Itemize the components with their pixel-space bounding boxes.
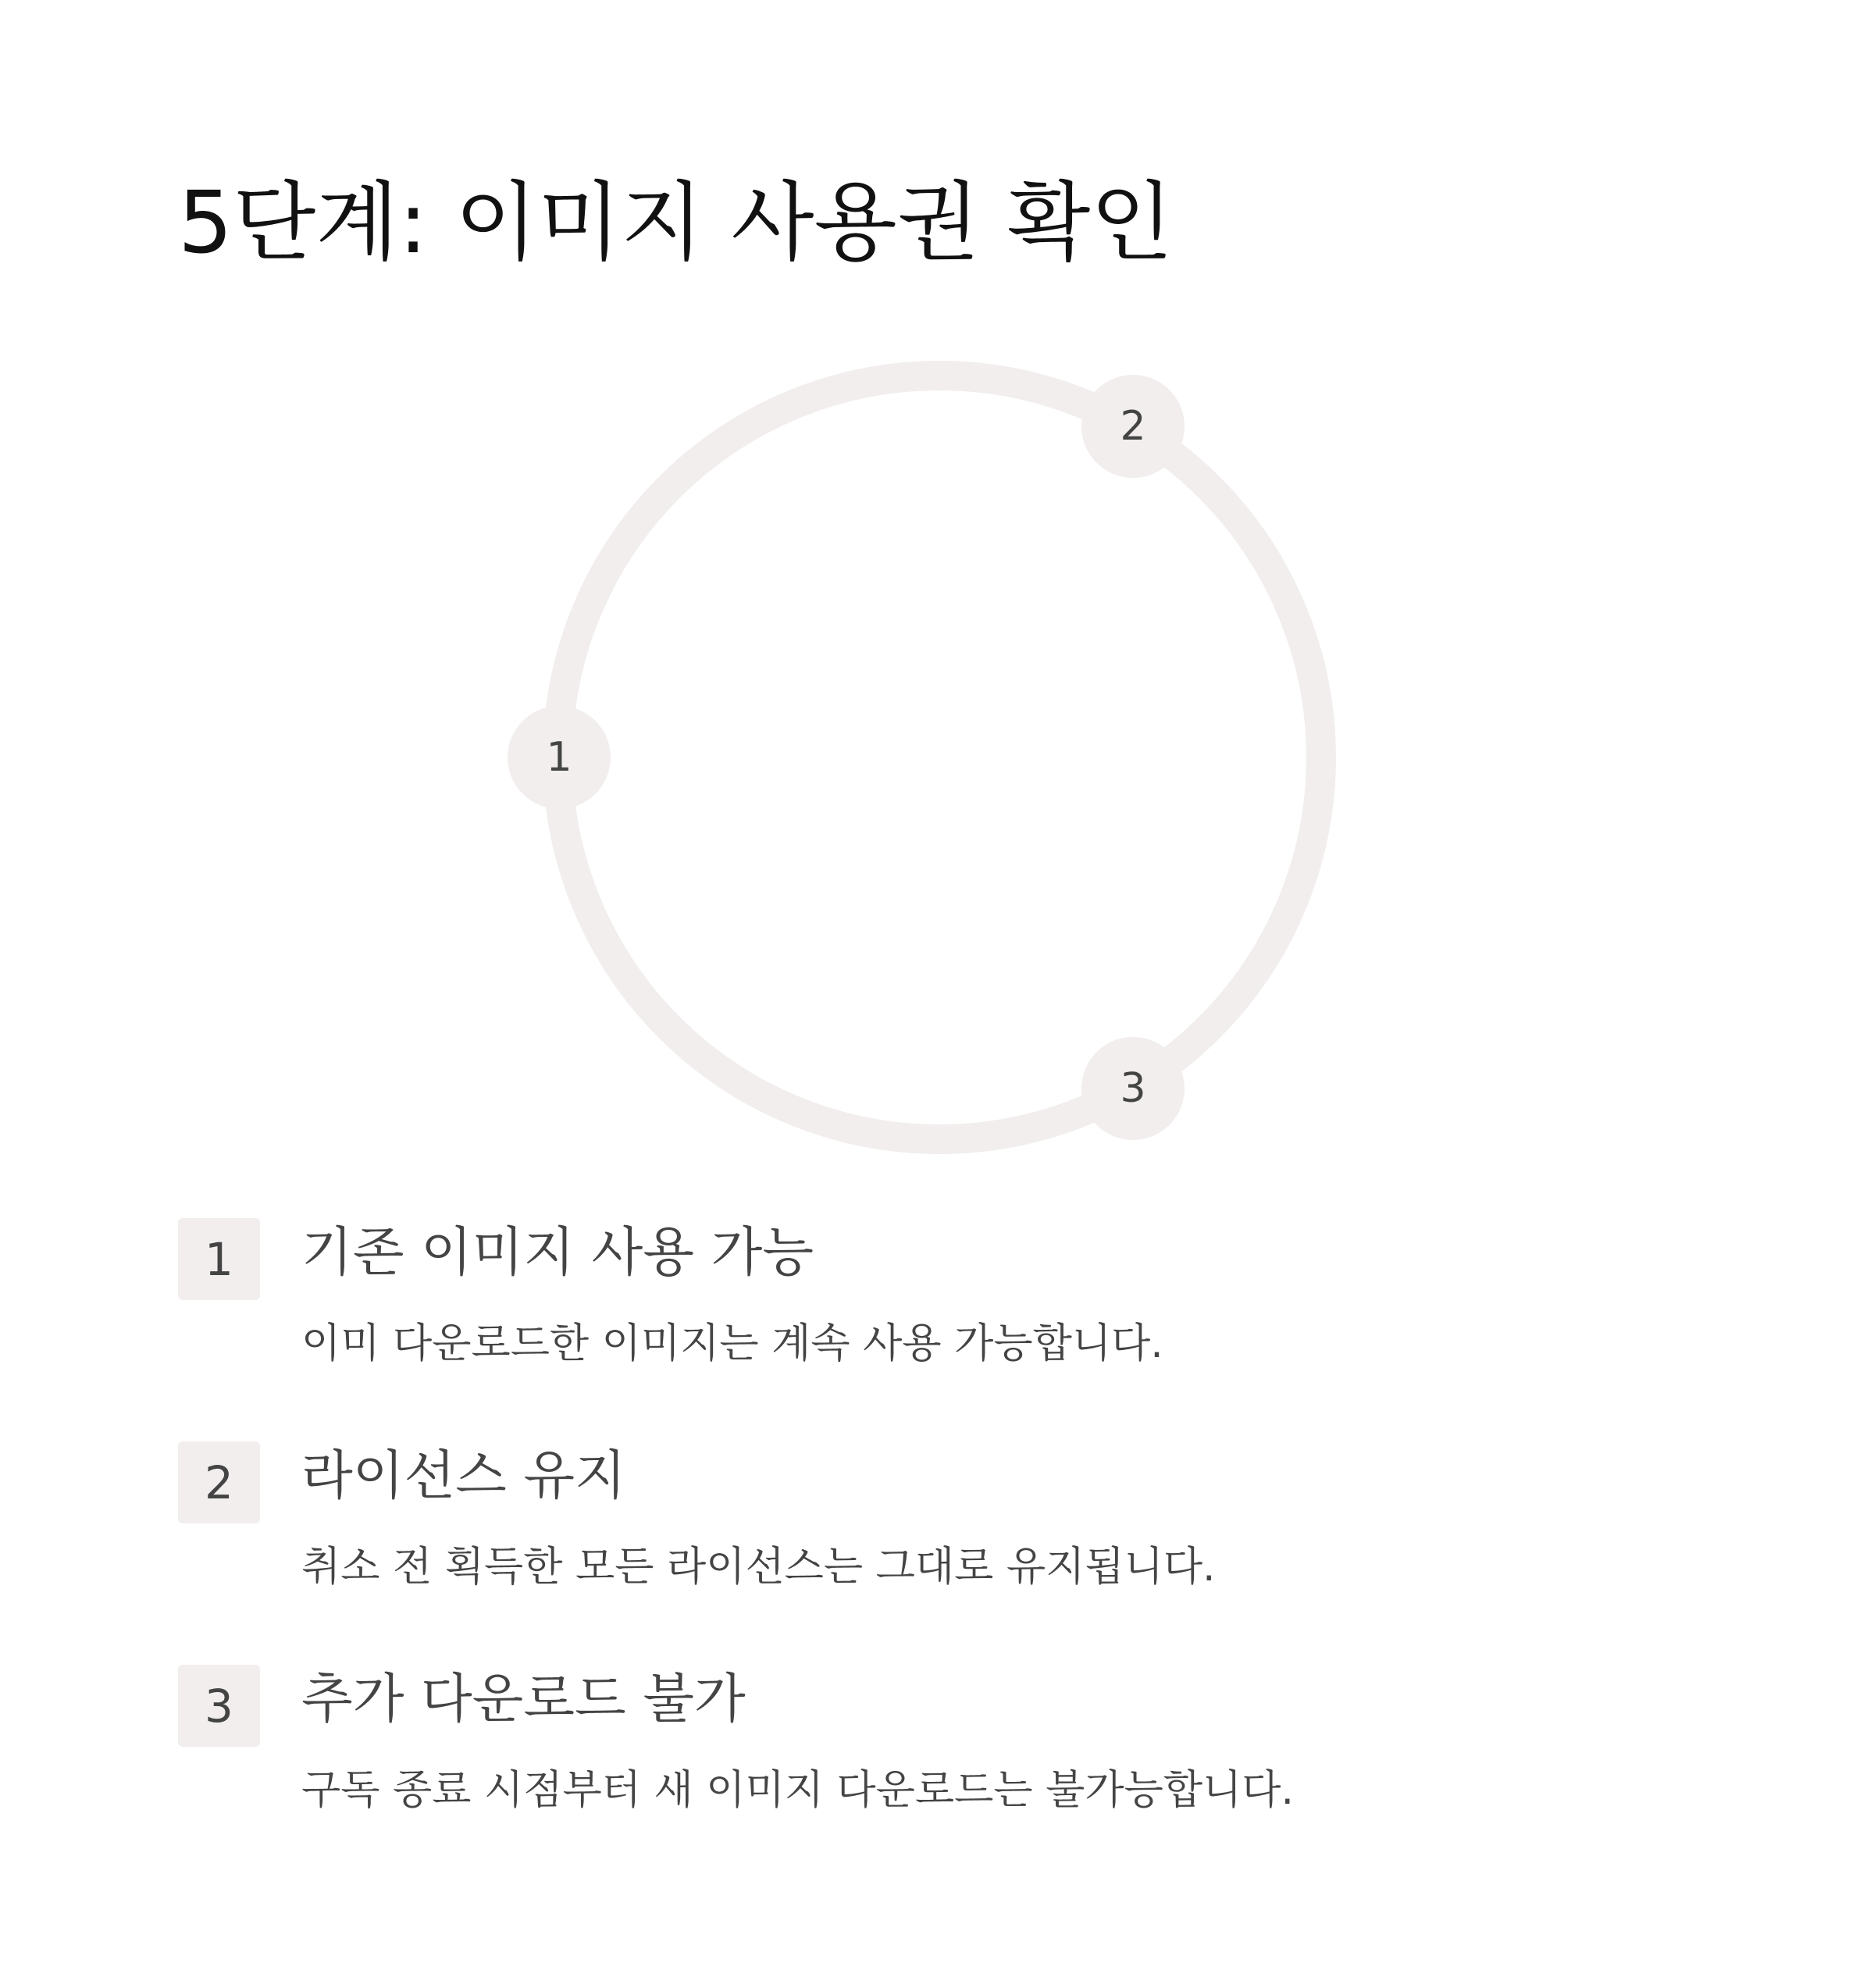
page-title: 5단계: 이미지 사용권 확인	[178, 173, 1174, 273]
step-description: 이미 다운로드한 이미지는 계속 사용 가능합니다.	[301, 1320, 1163, 1367]
step-number-badge: 1	[178, 1218, 260, 1300]
cycle-node-3-label: 3	[1120, 1065, 1146, 1112]
cycle-node-2	[1081, 375, 1185, 478]
cycle-node-3	[1081, 1037, 1185, 1140]
step-title: 추가 다운로드 불가	[301, 1669, 746, 1730]
step-description: 취소 전 획득한 모든 라이선스는 그대로 유지됩니다.	[301, 1544, 1216, 1591]
step-description: 구독 종료 시점부터 새 이미지 다운로드는 불가능합니다.	[301, 1767, 1295, 1814]
step-title: 기존 이미지 사용 가능	[301, 1222, 814, 1284]
step-number-badge: 3	[178, 1665, 260, 1747]
cycle-ring	[558, 376, 1321, 1139]
step-item-1	[178, 1214, 1740, 1438]
cycle-node-2-label: 2	[1120, 403, 1146, 450]
step-title: 라이선스 유지	[301, 1445, 626, 1507]
step-number-badge: 2	[178, 1441, 260, 1523]
step-list	[178, 1214, 1740, 1884]
step-item-2	[178, 1438, 1740, 1661]
cycle-node-1	[508, 706, 611, 809]
step-item-3	[178, 1661, 1740, 1884]
cycle-node-1-label: 1	[546, 734, 572, 781]
